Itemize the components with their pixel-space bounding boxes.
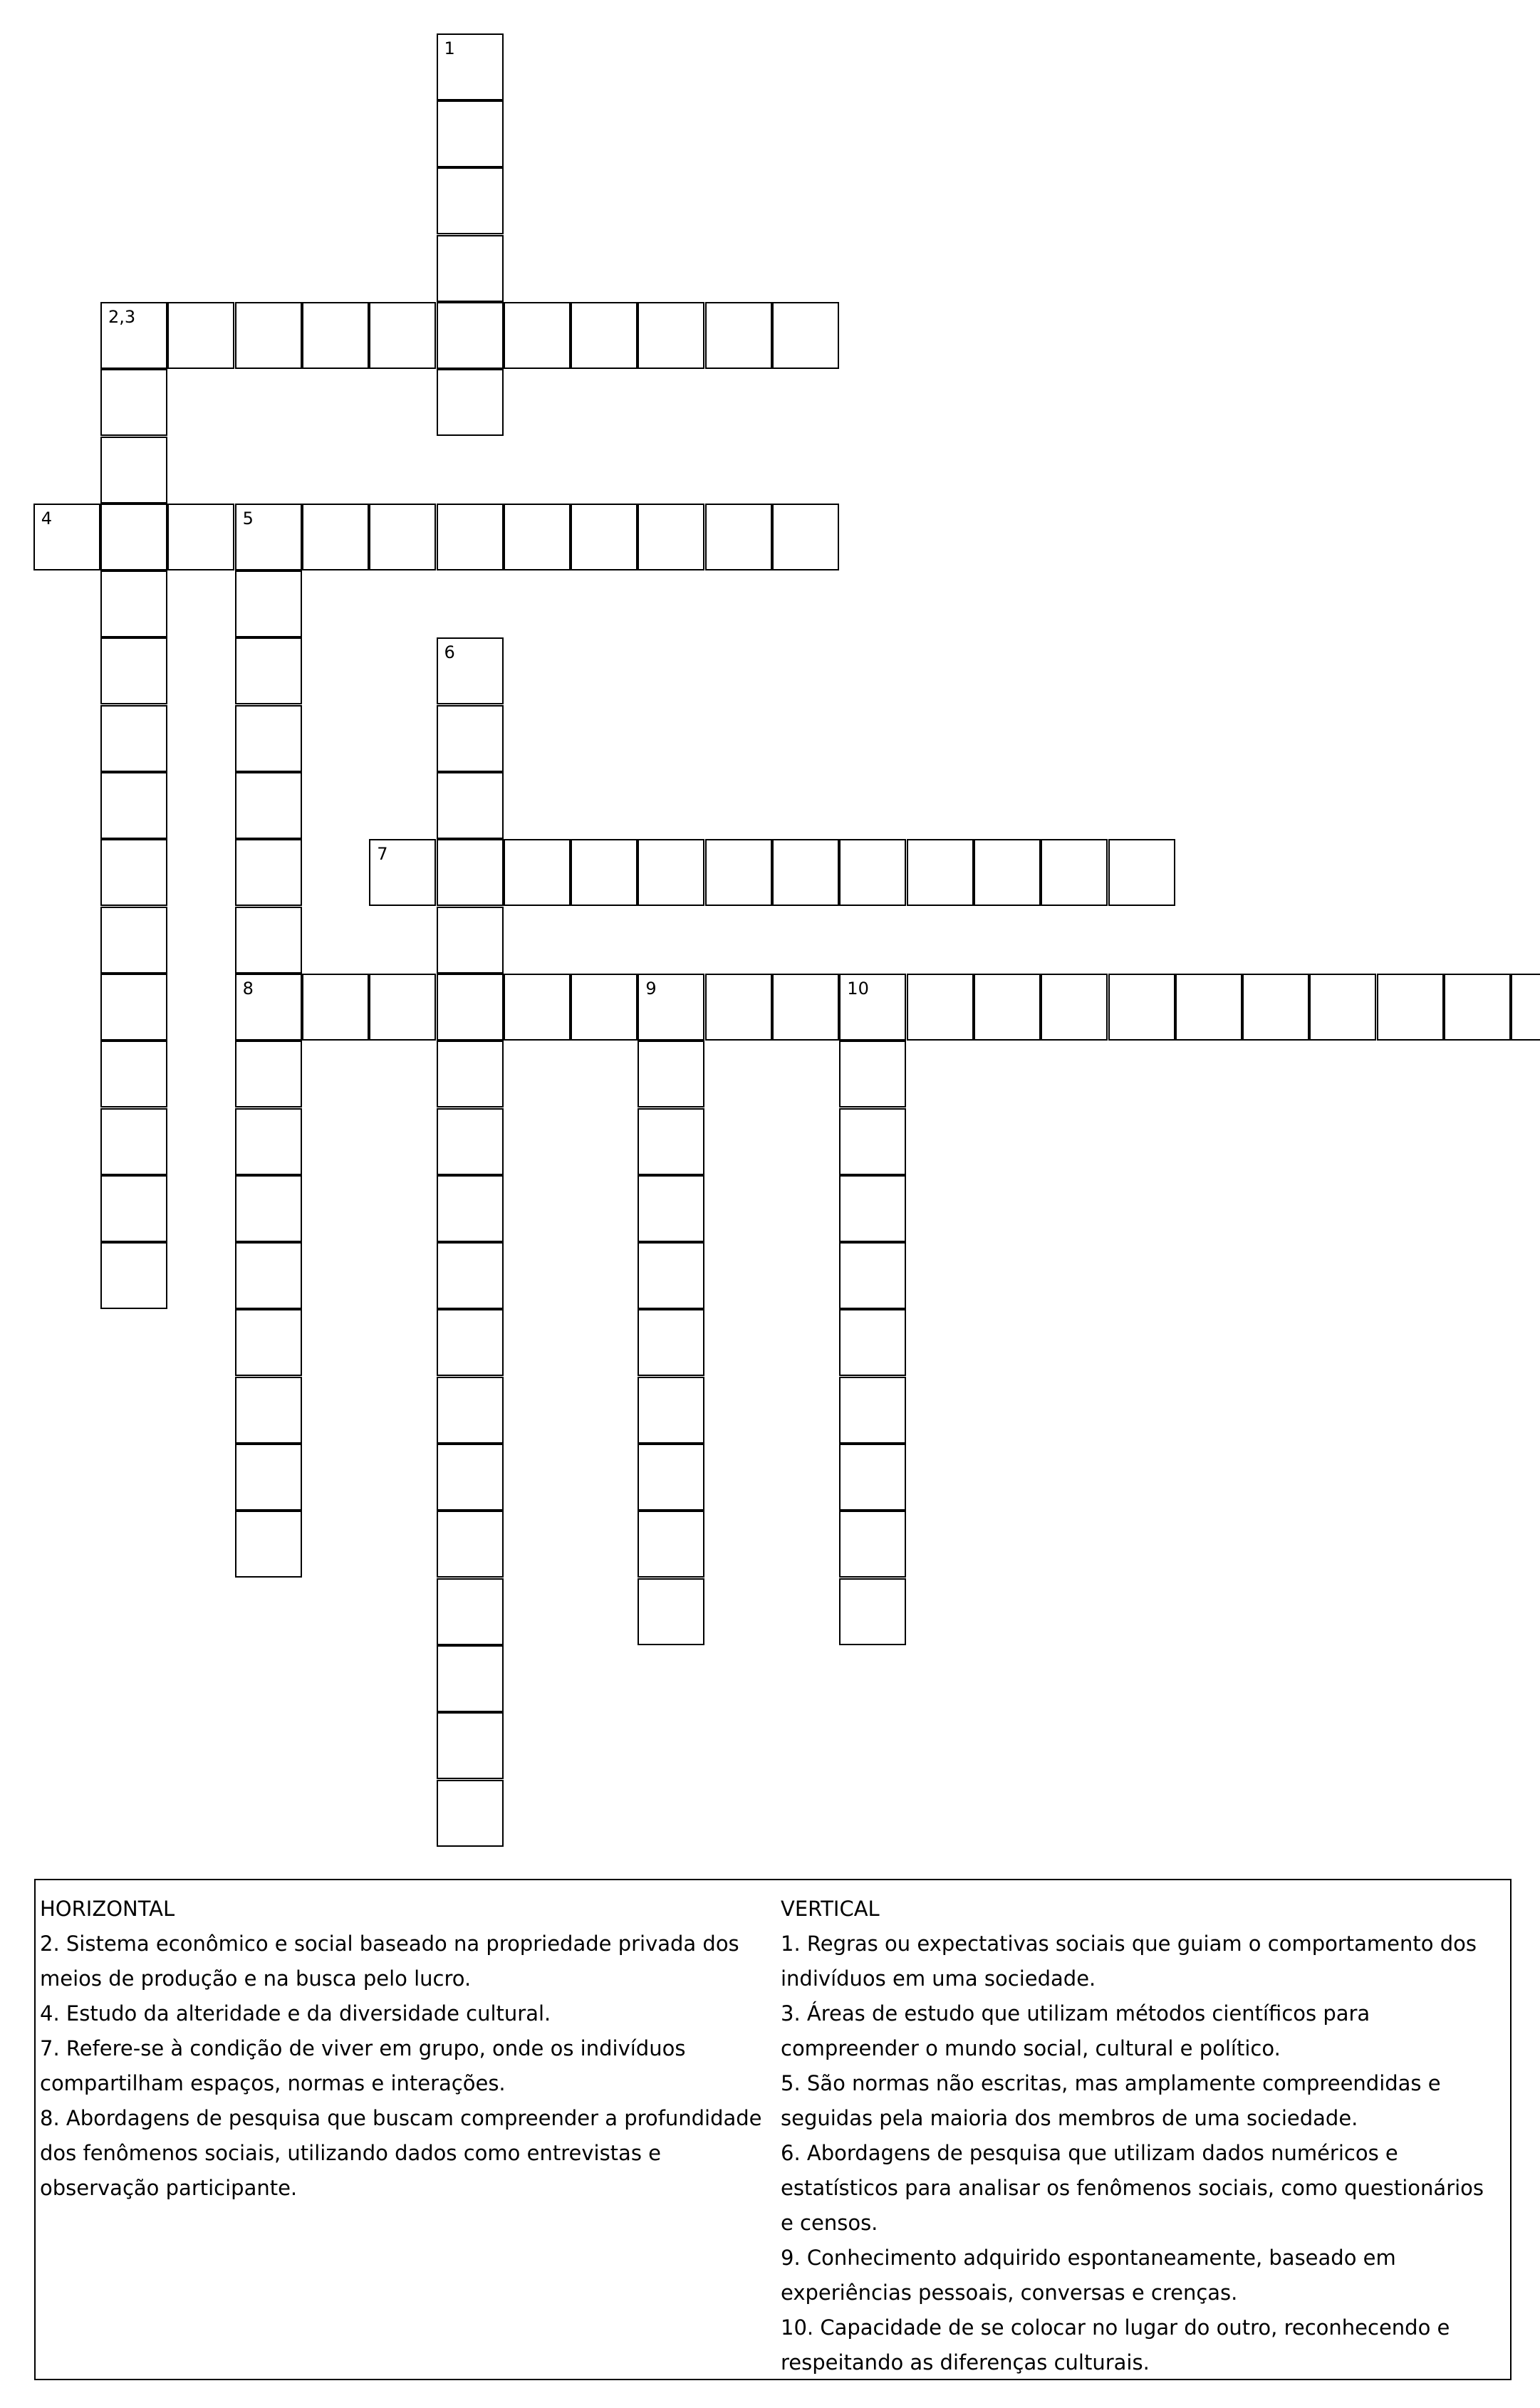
clue-number: 1 [444, 38, 455, 58]
vertical-clues [781, 1892, 1500, 2380]
grid-cell[interactable] [839, 1309, 906, 1376]
grid-cell[interactable] [839, 1242, 906, 1309]
grid-cell[interactable] [437, 1309, 504, 1376]
grid-cell[interactable] [167, 302, 234, 369]
clue-number: 2,3 [108, 306, 136, 327]
grid-cell[interactable] [100, 1242, 167, 1309]
clue-vertical-3: 3. Áreas de estudo que utilizam métodos científicos para compreender o mundo social, cultural e político. [781, 2001, 1370, 2060]
grid-cell[interactable] [705, 302, 772, 369]
grid-cell[interactable] [638, 974, 704, 1041]
grid-cell[interactable] [437, 907, 504, 974]
grid-cell[interactable] [437, 235, 504, 302]
grid-cell[interactable] [437, 33, 504, 100]
grid-cell[interactable] [235, 1041, 302, 1107]
grid-cell[interactable] [437, 1578, 504, 1645]
grid-cell[interactable] [235, 772, 302, 839]
grid-cell[interactable] [638, 1108, 704, 1175]
grid-cell[interactable] [437, 1444, 504, 1511]
grid-cell[interactable] [302, 974, 369, 1041]
clue-vertical-1: 1. Regras ou expectativas sociais que guiam o comportamento dos indivíduos em uma sociedade. [781, 1932, 1477, 1991]
grid-cell[interactable] [638, 1444, 704, 1511]
grid-cell[interactable] [33, 504, 100, 570]
grid-cell[interactable] [839, 1175, 906, 1242]
grid-cell[interactable] [638, 1377, 704, 1444]
grid-cell[interactable] [437, 1041, 504, 1107]
grid-cell[interactable] [369, 974, 436, 1041]
grid-cell[interactable] [100, 705, 167, 772]
grid-cell[interactable] [974, 839, 1041, 906]
grid-cell[interactable] [638, 504, 704, 570]
clue-horizontal-7: 7. Refere-se à condição de viver em grupo, onde os indivíduos compartilham espaços, normas e interações. [40, 2036, 686, 2095]
grid-cell[interactable] [437, 1242, 504, 1309]
clue-number: 8 [242, 978, 254, 999]
clue-number: 10 [847, 978, 869, 999]
grid-cell[interactable] [839, 974, 906, 1041]
grid-cell[interactable] [235, 839, 302, 906]
grid-cell[interactable] [100, 570, 167, 637]
grid-cell[interactable] [369, 504, 436, 570]
grid-cell[interactable] [1108, 839, 1175, 906]
grid-cell[interactable] [100, 974, 167, 1041]
grid-cell[interactable] [437, 1175, 504, 1242]
grid-cell[interactable] [1377, 974, 1444, 1041]
grid-cell[interactable] [437, 302, 504, 369]
grid-cell[interactable] [437, 637, 504, 704]
grid-cell[interactable] [369, 302, 436, 369]
grid-cell[interactable] [235, 1175, 302, 1242]
grid-cell[interactable] [571, 504, 638, 570]
grid-cell[interactable] [235, 907, 302, 974]
grid-cell[interactable] [100, 637, 167, 704]
clue-vertical-10: 10. Capacidade de se colocar no lugar do outro, reconhecendo e respeitando as diferenças culturais. [781, 2315, 1450, 2375]
grid-cell[interactable] [235, 1377, 302, 1444]
grid-cell[interactable] [504, 839, 571, 906]
grid-cell[interactable] [772, 504, 839, 570]
grid-cell[interactable] [437, 705, 504, 772]
grid-cell[interactable] [100, 504, 167, 570]
grid-cell[interactable] [504, 302, 571, 369]
grid-cell[interactable] [705, 839, 772, 906]
grid-cell[interactable] [705, 974, 772, 1041]
grid-cell[interactable] [437, 1780, 504, 1847]
grid-cell[interactable] [705, 504, 772, 570]
grid-cell[interactable] [437, 100, 504, 167]
grid-cell[interactable] [1041, 839, 1108, 906]
grid-cell[interactable] [839, 1108, 906, 1175]
grid-cell[interactable] [100, 1041, 167, 1107]
grid-cell[interactable] [235, 637, 302, 704]
clue-number: 6 [444, 642, 455, 663]
grid-cell[interactable] [638, 1175, 704, 1242]
grid-cell[interactable] [571, 839, 638, 906]
grid-cell[interactable] [638, 839, 704, 906]
clues-box [34, 1879, 1512, 2380]
grid-cell[interactable] [437, 772, 504, 839]
vertical-title: VERTICAL [781, 1897, 880, 1921]
horizontal-title: HORIZONTAL [40, 1897, 175, 1921]
grid-cell[interactable] [100, 437, 167, 504]
grid-cell[interactable] [100, 302, 167, 369]
grid-cell[interactable] [235, 1242, 302, 1309]
grid-cell[interactable] [235, 974, 302, 1041]
clue-number: 9 [645, 978, 657, 999]
grid-cell[interactable] [1242, 974, 1309, 1041]
grid-cell[interactable] [235, 504, 302, 570]
grid-cell[interactable] [638, 302, 704, 369]
grid-cell[interactable] [437, 1511, 504, 1578]
grid-cell[interactable] [437, 504, 504, 570]
grid-cell[interactable] [235, 1309, 302, 1376]
grid-cell[interactable] [1108, 974, 1175, 1041]
clue-vertical-5: 5. São normas não escritas, mas amplamente compreendidas e seguidas pela maioria dos membros de uma sociedade. [781, 2071, 1441, 2130]
grid-cell[interactable] [302, 302, 369, 369]
grid-cell[interactable] [839, 1377, 906, 1444]
grid-cell[interactable] [504, 504, 571, 570]
clue-vertical-6: 6. Abordagens de pesquisa que utilizam dados numéricos e estatísticos para analisar os fenômenos sociais, como questionários e censos. [781, 2141, 1484, 2235]
clue-number: 7 [377, 844, 388, 865]
grid-cell[interactable] [974, 974, 1041, 1041]
grid-cell[interactable] [437, 1712, 504, 1779]
grid-cell[interactable] [1309, 974, 1376, 1041]
grid-cell[interactable] [100, 369, 167, 436]
grid-cell[interactable] [1175, 974, 1242, 1041]
grid-cell[interactable] [1511, 974, 1540, 1041]
clue-horizontal-8: 8. Abordagens de pesquisa que buscam compreender a profundidade dos fenômenos sociais, utilizando dados como entrevistas e observação participante. [40, 2106, 762, 2200]
grid-cell[interactable] [235, 705, 302, 772]
grid-cell[interactable] [437, 167, 504, 234]
grid-cell[interactable] [100, 772, 167, 839]
grid-cell[interactable] [839, 1444, 906, 1511]
grid-cell[interactable] [437, 839, 504, 906]
grid-cell[interactable] [437, 974, 504, 1041]
grid-cell[interactable] [638, 1041, 704, 1107]
grid-cell[interactable] [504, 974, 571, 1041]
grid-cell[interactable] [437, 1377, 504, 1444]
grid-cell[interactable] [100, 1108, 167, 1175]
clue-number: 4 [41, 508, 52, 528]
grid-cell[interactable] [839, 1511, 906, 1578]
grid-cell[interactable] [1444, 974, 1511, 1041]
grid-cell[interactable] [235, 1108, 302, 1175]
grid-cell[interactable] [839, 1578, 906, 1645]
grid-cell[interactable] [907, 839, 974, 906]
clue-horizontal-2: 2. Sistema econômico e social baseado na propriedade privada dos meios de produção e na busca pelo lucro. [40, 1932, 739, 1991]
horizontal-clues [40, 1892, 781, 2206]
grid-cell[interactable] [235, 302, 302, 369]
grid-cell[interactable] [772, 974, 839, 1041]
grid-cell[interactable] [437, 1108, 504, 1175]
grid-cell[interactable] [839, 839, 906, 906]
grid-cell[interactable] [437, 369, 504, 436]
grid-cell[interactable] [235, 570, 302, 637]
grid-cell[interactable] [638, 1309, 704, 1376]
grid-cell[interactable] [1041, 974, 1108, 1041]
grid-cell[interactable] [907, 974, 974, 1041]
grid-cell[interactable] [167, 504, 234, 570]
clue-horizontal-4: 4. Estudo da alteridade e da diversidade cultural. [40, 2001, 551, 2026]
grid-cell[interactable] [571, 974, 638, 1041]
clue-vertical-9: 9. Conhecimento adquirido espontaneamente, baseado em experiências pessoais, conversas e crenças. [781, 2246, 1396, 2305]
grid-cell[interactable] [100, 907, 167, 974]
grid-cell[interactable] [302, 504, 369, 570]
grid-cell[interactable] [772, 839, 839, 906]
grid-cell[interactable] [100, 1175, 167, 1242]
grid-cell[interactable] [235, 1444, 302, 1511]
grid-cell[interactable] [369, 839, 436, 906]
grid-cell[interactable] [100, 839, 167, 906]
clue-number: 5 [242, 508, 254, 528]
grid-cell[interactable] [839, 1041, 906, 1107]
grid-cell[interactable] [638, 1242, 704, 1309]
grid-cell[interactable] [638, 1578, 704, 1645]
grid-cell[interactable] [638, 1511, 704, 1578]
grid-cell[interactable] [571, 302, 638, 369]
grid-cell[interactable] [772, 302, 839, 369]
grid-cell[interactable] [235, 1511, 302, 1578]
grid-cell[interactable] [437, 1645, 504, 1712]
